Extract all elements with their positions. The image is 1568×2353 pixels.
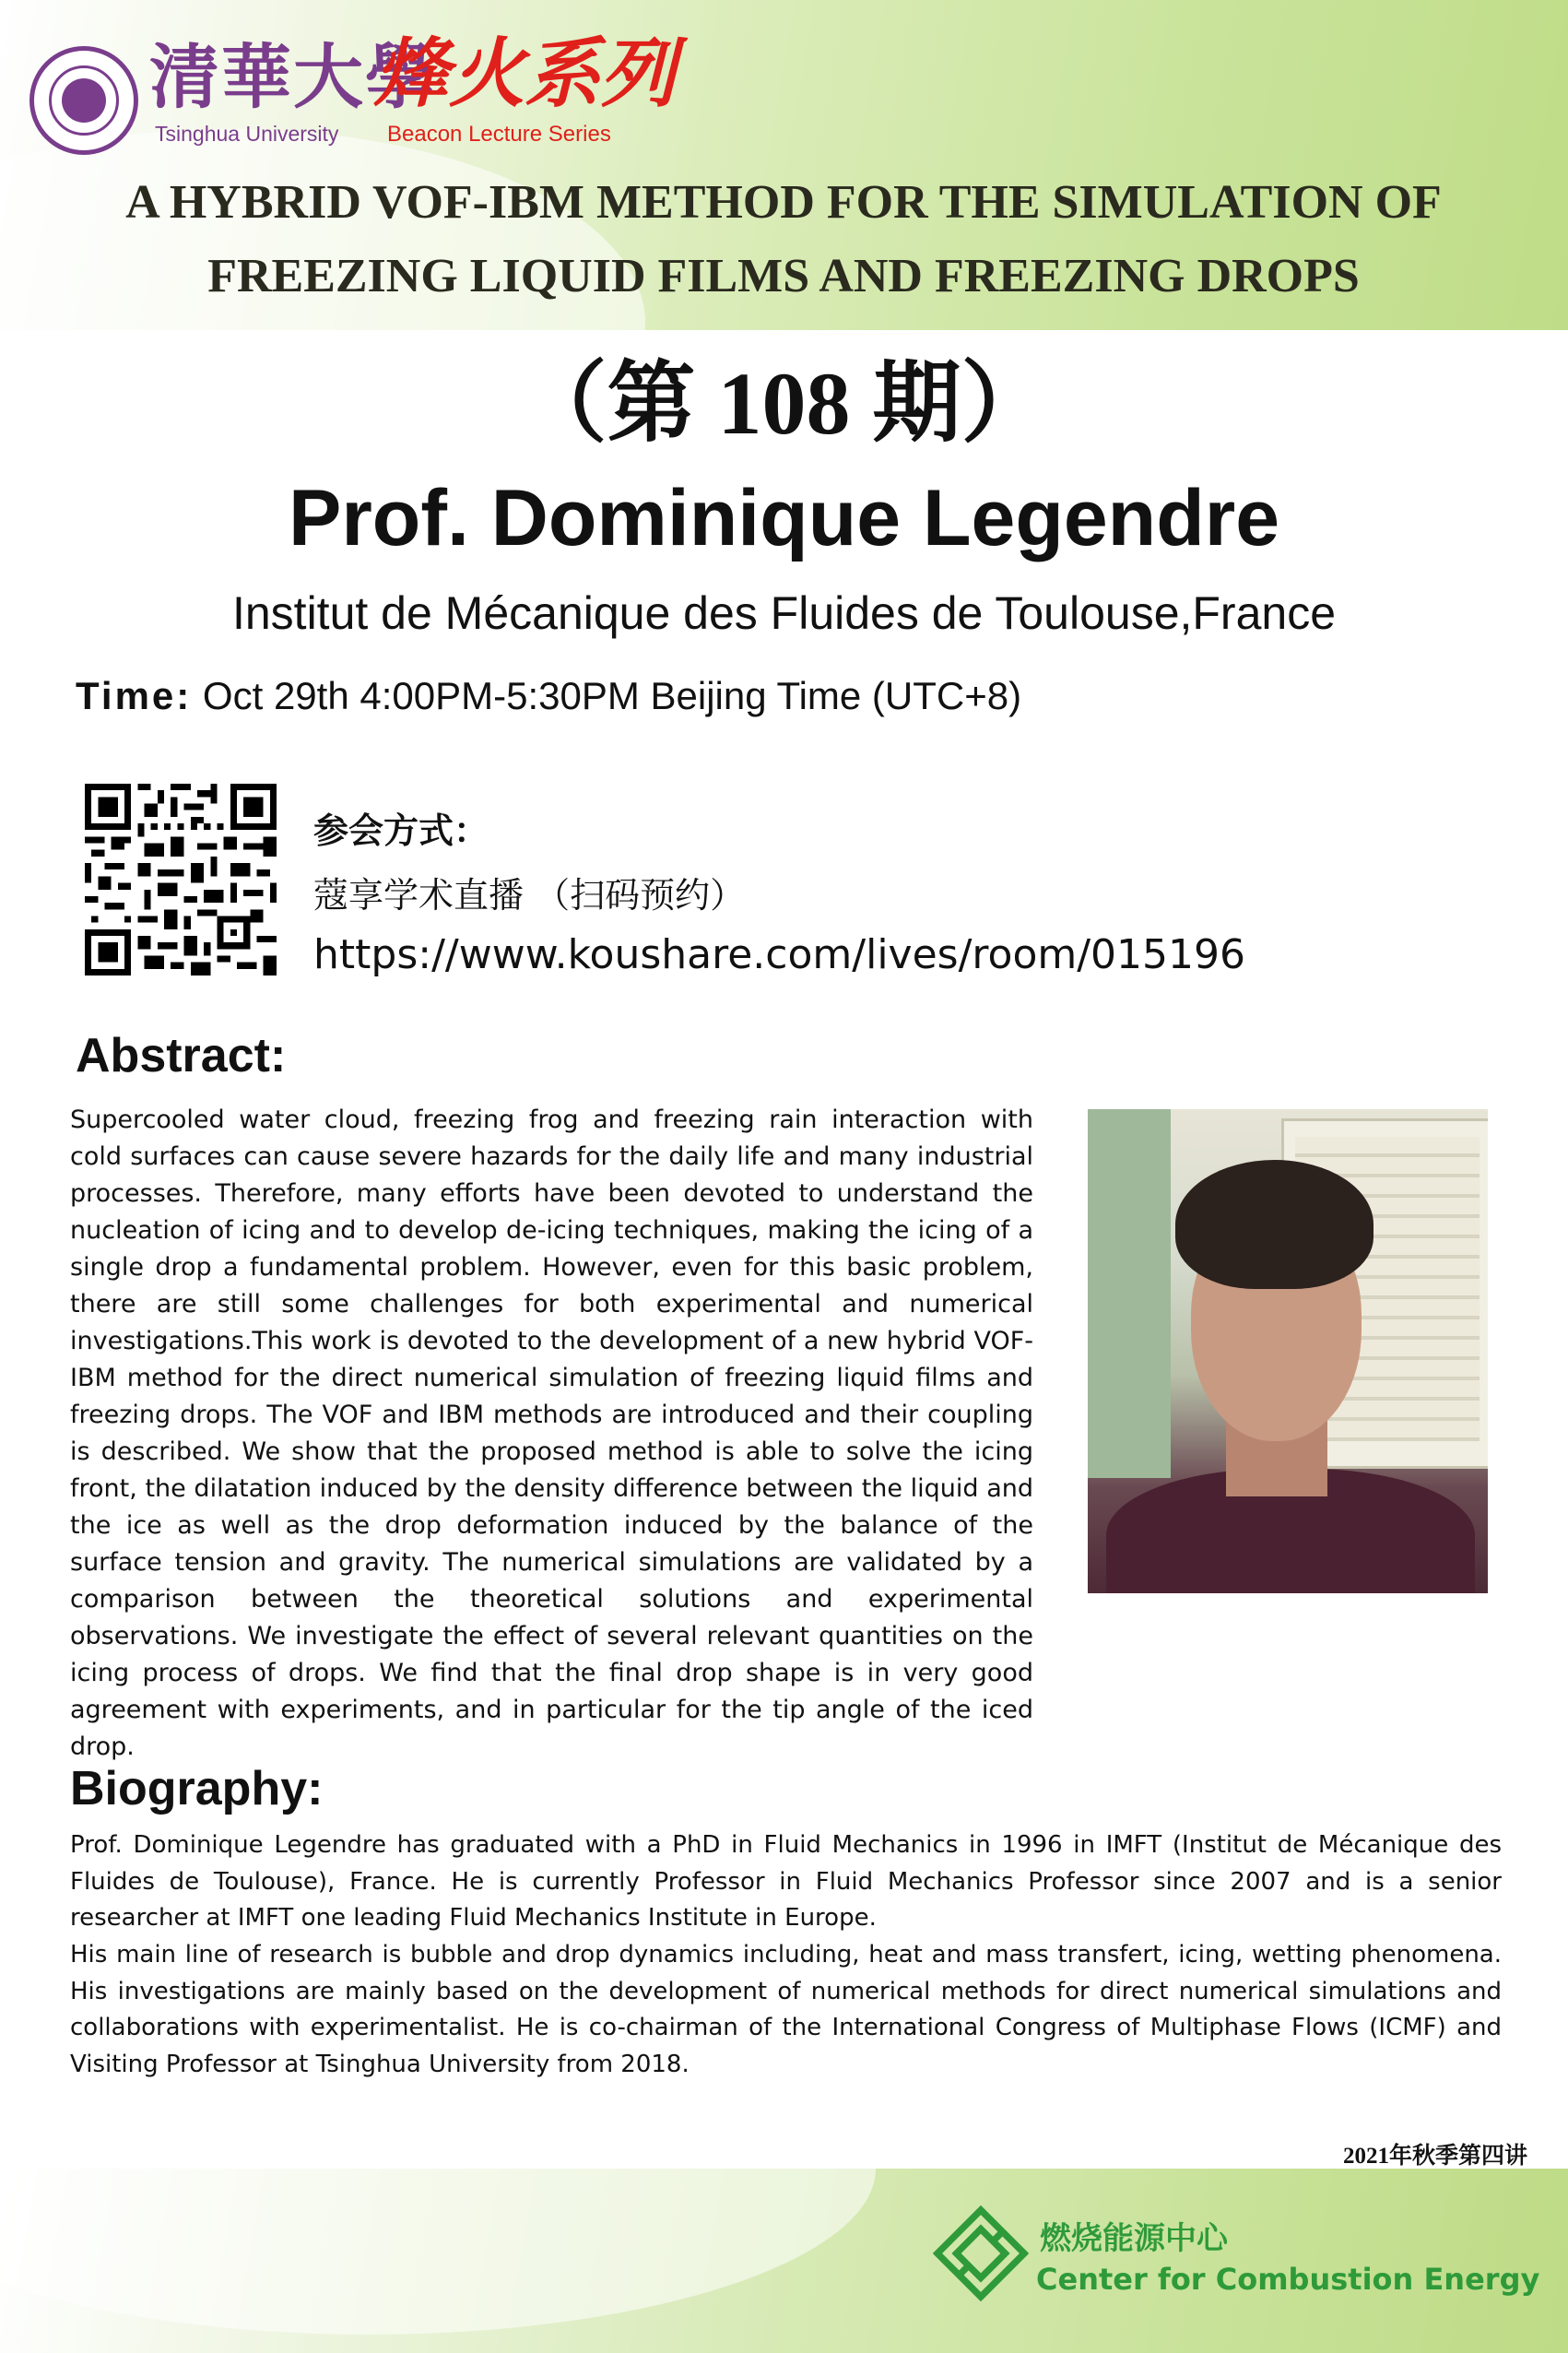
issue-number: （第 108 期） — [518, 354, 1050, 453]
biography-paragraph-2: His main line of research is bubble and drop dynamics including, heat and mass transfert, icing, wetting phenomena. His investigations are mainly based on the development of numerical methods for direct numerical simulations and collaborations with experimentalist. He is co-chairman of the International Congress of Multiphase Flows (ICMF) and Visiting Professor at Tsinghua University from 2018. — [70, 1941, 1502, 2078]
footer-band — [0, 2169, 1568, 2353]
join-platform: 蔻享学术直播 （扫码预约） — [313, 875, 746, 916]
university-name-cn: 清華大學 — [149, 36, 437, 118]
center-name-en: Center for Combustion Energy — [1036, 2262, 1540, 2297]
speaker-portrait — [1088, 1109, 1488, 1593]
talk-title-line2: FREEZING LIQUID FILMS AND FREEZING DROPS — [207, 250, 1360, 302]
talk-title-line1: A HYBRID VOF-IBM METHOD FOR THE SIMULATION OF — [125, 176, 1442, 229]
qr-code-icon[interactable] — [85, 784, 277, 975]
footer-swoosh — [0, 2169, 876, 2335]
series-name-en: Beacon Lecture Series — [387, 122, 611, 147]
university-name-en: Tsinghua University — [155, 122, 339, 146]
join-method-label: 参会方式： — [313, 810, 489, 851]
biography-paragraph-1: Prof. Dominique Legendre has graduated with a PhD in Fluid Mechanics in 1996 in IMFT (Institut de Mécanique des Fluides de Toulouse), France. He is currently Professor in Fluid Mechanics Professor since 2007 and is a senior researcher at IMFT one leading Fluid Mechanics Institute in Europe. — [70, 1831, 1502, 1932]
abstract-heading: Abstract: — [76, 1029, 287, 1082]
biography-heading: Biography: — [70, 1762, 324, 1815]
lecture-number: 2021年秋季第四讲 — [1342, 2144, 1527, 2169]
speaker-affiliation: Institut de Mécanique des Fluides de Toulouse,France — [231, 587, 1337, 639]
speaker-name: Prof. Dominique Legendre — [288, 474, 1280, 562]
join-url-link[interactable]: https://www.koushare.com/lives/room/015196 — [313, 931, 1246, 978]
time-label: Time: — [76, 674, 193, 717]
tsinghua-seal-icon — [29, 46, 138, 155]
cce-logo-icon — [933, 2205, 1029, 2301]
event-time — [76, 673, 1021, 719]
abstract-text: Supercooled water cloud, freezing frog and freezing rain interaction with cold surfaces can cause severe hazards for the daily life and many industrial processes. Therefore, many efforts have been devoted to understand the nucleation of icing and to develop de-icing techniques, making the icing of a single drop a fundamental problem. However, even for this basic problem, there are still some challenges for both experimental and numerical investigations.This work is devoted to the development of a new hybrid VOF-IBM method for the direct numerical simulation of freezing liquid films and freezing drops. The VOF and IBM methods are introduced and their coupling is described. We show that the proposed method is able to solve the icing front, the dilatation induced by the density difference between the liquid and the ice as well as the drop deformation induced by the balance of the surface tension and gravity. The numerical simulations are validated by a comparison between the theoretical solutions and experimental observations. We investigate the effect of several relevant quantities on the icing process of drops. We find that the final drop shape is in very good agreement with experiments, and in particular for the tip angle of the iced drop. — [70, 1106, 1033, 1761]
talk-title — [55, 166, 1512, 313]
series-name-cn: 烽火系列 — [373, 30, 676, 118]
center-name-cn: 燃烧能源中心 — [1040, 2220, 1228, 2257]
time-value: Oct 29th 4:00PM-5:30PM Beijing Time (UTC+8) — [192, 674, 1022, 717]
